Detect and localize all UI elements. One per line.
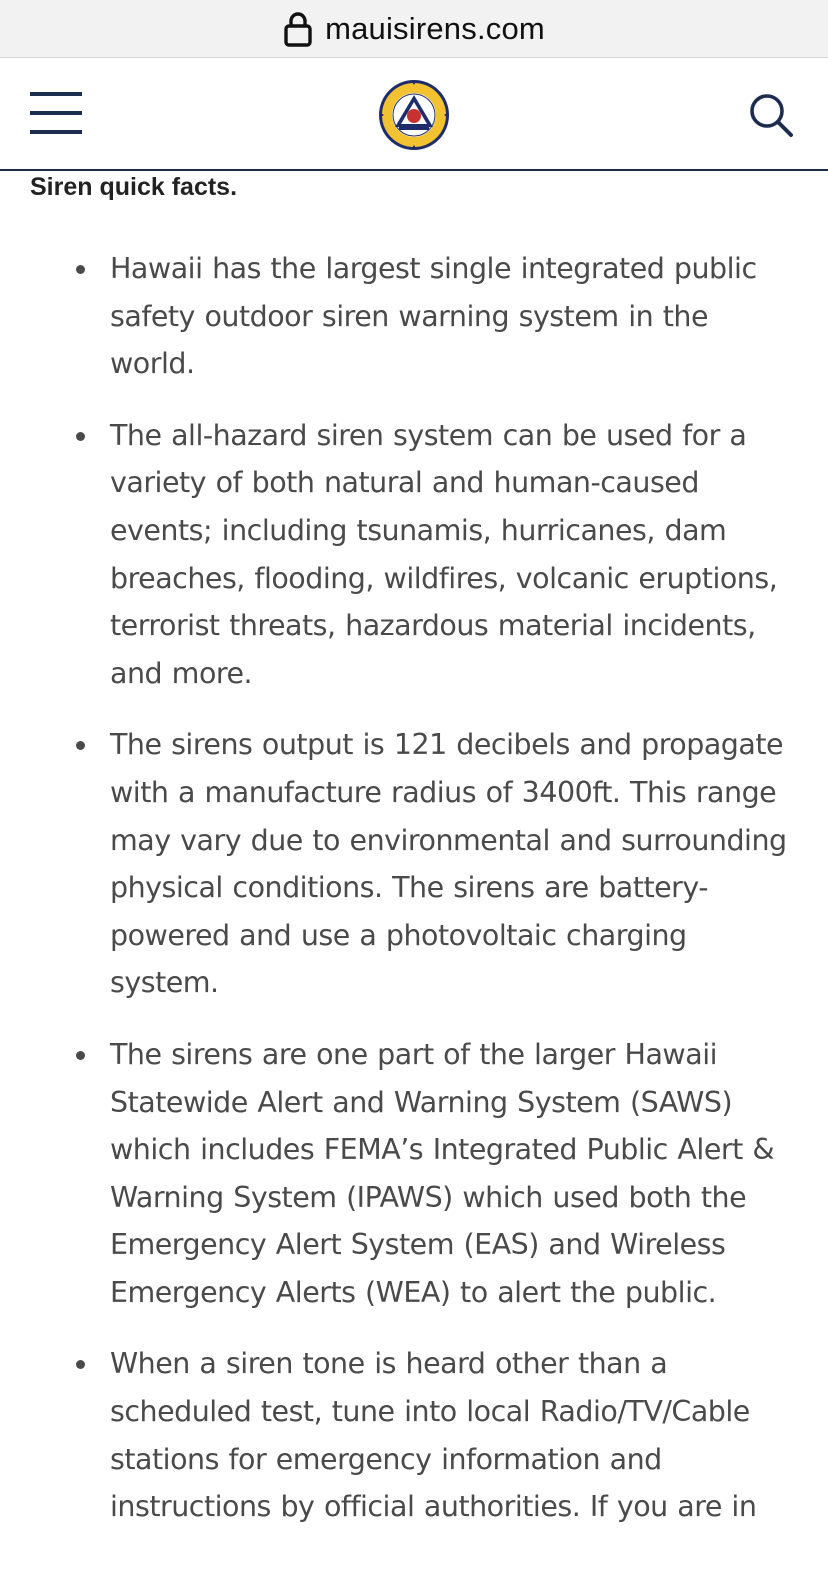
agency-logo[interactable] xyxy=(378,79,450,151)
url-text: mauisirens.com xyxy=(325,10,545,46)
url-display[interactable] xyxy=(283,11,545,47)
list-item: The all-hazard siren system can be used for a variety of both natural and human-caused events; including tsunamis, hurricanes, dam breaches, flooding, wildfires, volcanic eruptions, terrorist threats, hazardous material incidents, and more. xyxy=(0,412,828,698)
list-item: When a siren tone is heard other than a scheduled test, tune into local Radio/TV/Cable stations for emergency information and instructions by official authorities. If you are in xyxy=(0,1340,828,1530)
lock-icon xyxy=(283,11,313,47)
hamburger-menu-icon[interactable] xyxy=(30,90,82,136)
list-item: The sirens are one part of the larger Hawaii Statewide Alert and Warning System (SAWS) which includes FEMA’s Integrated Public Alert & Warning System (IPAWS) which used both the Emergency Alert System (EAS) and Wireless Emergency Alerts (WEA) to alert the public. xyxy=(0,1031,828,1317)
search-icon[interactable] xyxy=(748,92,794,138)
list-item: Hawaii has the largest single integrated public safety outdoor siren warning system in the world. xyxy=(0,245,828,388)
list-item: The sirens output is 121 decibels and propagate with a manufacture radius of 3400ft. This range may vary due to environmental and surrounding physical conditions. The sirens are battery-powered and use a photovoltaic charging system. xyxy=(0,721,828,1007)
site-header xyxy=(0,58,828,171)
section-title: Siren quick facts. xyxy=(30,173,238,201)
browser-url-bar[interactable] xyxy=(0,0,828,58)
siren-facts-list xyxy=(0,245,828,1555)
